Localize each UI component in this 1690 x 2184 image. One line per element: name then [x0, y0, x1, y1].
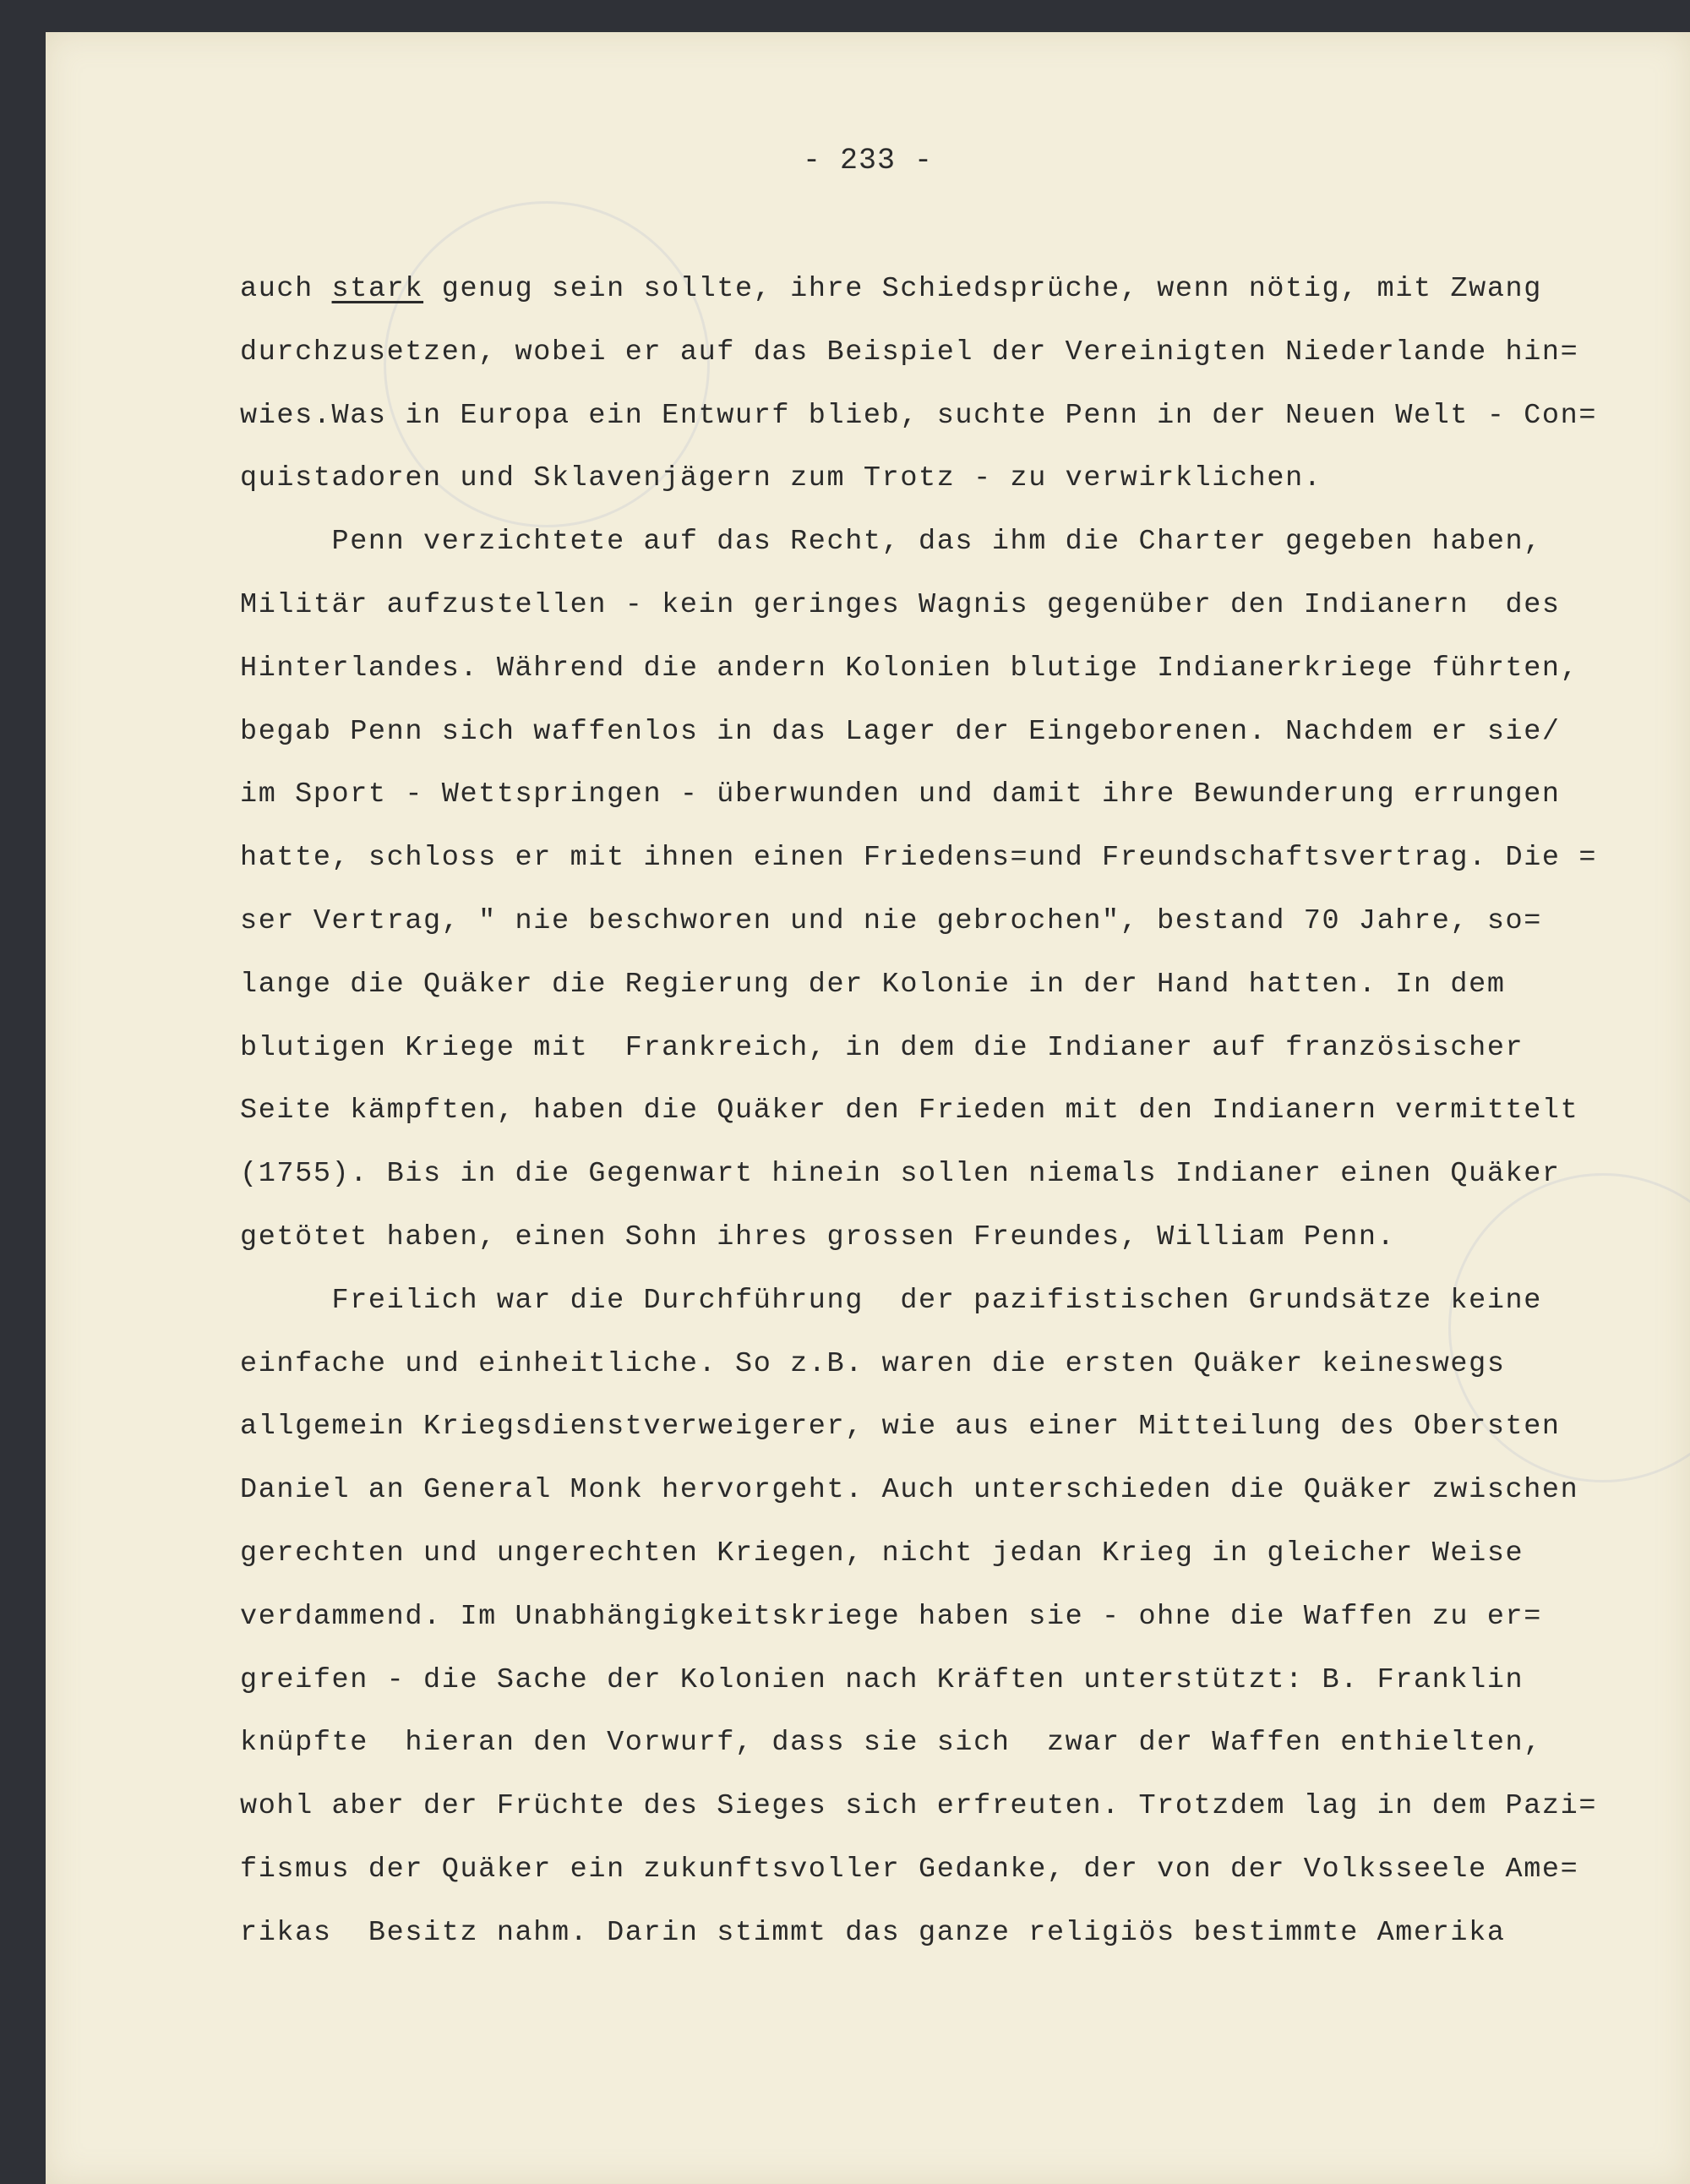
text-line: Penn verzichtete auf das Recht, das ihm die Charter gegeben haben,	[240, 526, 1542, 559]
text-line: hatte, schloss er mit ihnen einen Friedens=und Freundschaftsvertrag. Die =	[240, 842, 1598, 875]
text-line: auch stark genug sein sollte, ihre Schiedsprüche, wenn nötig, mit Zwang	[240, 273, 1542, 305]
text-line: Daniel an General Monk hervorgeht. Auch unterschieden die Quäker zwischen	[240, 1474, 1579, 1507]
text-line: einfache und einheitliche. So z.B. waren die ersten Quäker keineswegs	[240, 1347, 1506, 1380]
text-line: (1755). Bis in die Gegenwart hinein sollen niemals Indianer einen Quäker	[240, 1158, 1561, 1191]
text-line: blutigen Kriege mit Frankreich, in dem die Indianer auf französischer	[240, 1031, 1524, 1064]
text-line: rikas Besitz nahm. Darin stimmt das ganze religiös bestimmte Amerika	[240, 1916, 1506, 1949]
text-line: Militär aufzustellen - kein geringes Wagnis gegenüber den Indianern des	[240, 589, 1561, 621]
text-line: getötet haben, einen Sohn ihres grossen Freundes, William Penn.	[240, 1221, 1396, 1253]
text-line: im Sport - Wettspringen - überwunden und damit ihre Bewunderung errungen	[240, 778, 1561, 811]
text-line: fismus der Quäker ein zukunftsvoller Gedanke, der von der Volksseele Ame=	[240, 1854, 1579, 1886]
text-line: Hinterlandes. Während die andern Kolonien blutige Indianerkriege führten,	[240, 652, 1579, 685]
document-page	[46, 32, 1690, 2184]
text-line: gerechten und ungerechten Kriegen, nicht jedan Krieg in gleicher Weise	[240, 1537, 1524, 1570]
text-line: Freilich war die Durchführung der pazifistischen Grundsätze keine	[240, 1284, 1542, 1317]
text-line: Seite kämpften, haben die Quäker den Frieden mit den Indianern vermittelt	[240, 1095, 1579, 1127]
text-line: knüpfte hieran den Vorwurf, dass sie sich zwar der Waffen enthielten,	[240, 1727, 1542, 1760]
text-line: greifen - die Sache der Kolonien nach Kräften unterstützt: B. Franklin	[240, 1663, 1524, 1696]
text-line: allgemein Kriegsdienstverweigerer, wie aus einer Mitteilung des Obersten	[240, 1411, 1561, 1444]
text-line: begab Penn sich waffenlos in das Lager der Eingeborenen. Nachdem er sie/	[240, 715, 1561, 748]
text-line: ser Vertrag, " nie beschworen und nie gebrochen", bestand 70 Jahre, so=	[240, 905, 1542, 937]
text-line: quistadoren und Sklavenjägern zum Trotz - zu verwirklichen.	[240, 462, 1322, 495]
text-line: verdammend. Im Unabhängigkeitskriege haben sie - ohne die Waffen zu er=	[240, 1600, 1542, 1633]
text-line: lange die Quäker die Regierung der Kolonie in der Hand hatten. In dem	[240, 968, 1506, 1001]
text-line: durchzusetzen, wobei er auf das Beispiel der Vereinigten Niederlande hin=	[240, 336, 1579, 369]
underlined-word: stark	[331, 273, 424, 305]
page-number: - 233 -	[802, 144, 934, 177]
text-line: wies.Was in Europa ein Entwurf blieb, suchte Penn in der Neuen Welt - Con=	[240, 399, 1598, 432]
text-line: wohl aber der Früchte des Sieges sich erfreuten. Trotzdem lag in dem Pazi=	[240, 1790, 1598, 1823]
